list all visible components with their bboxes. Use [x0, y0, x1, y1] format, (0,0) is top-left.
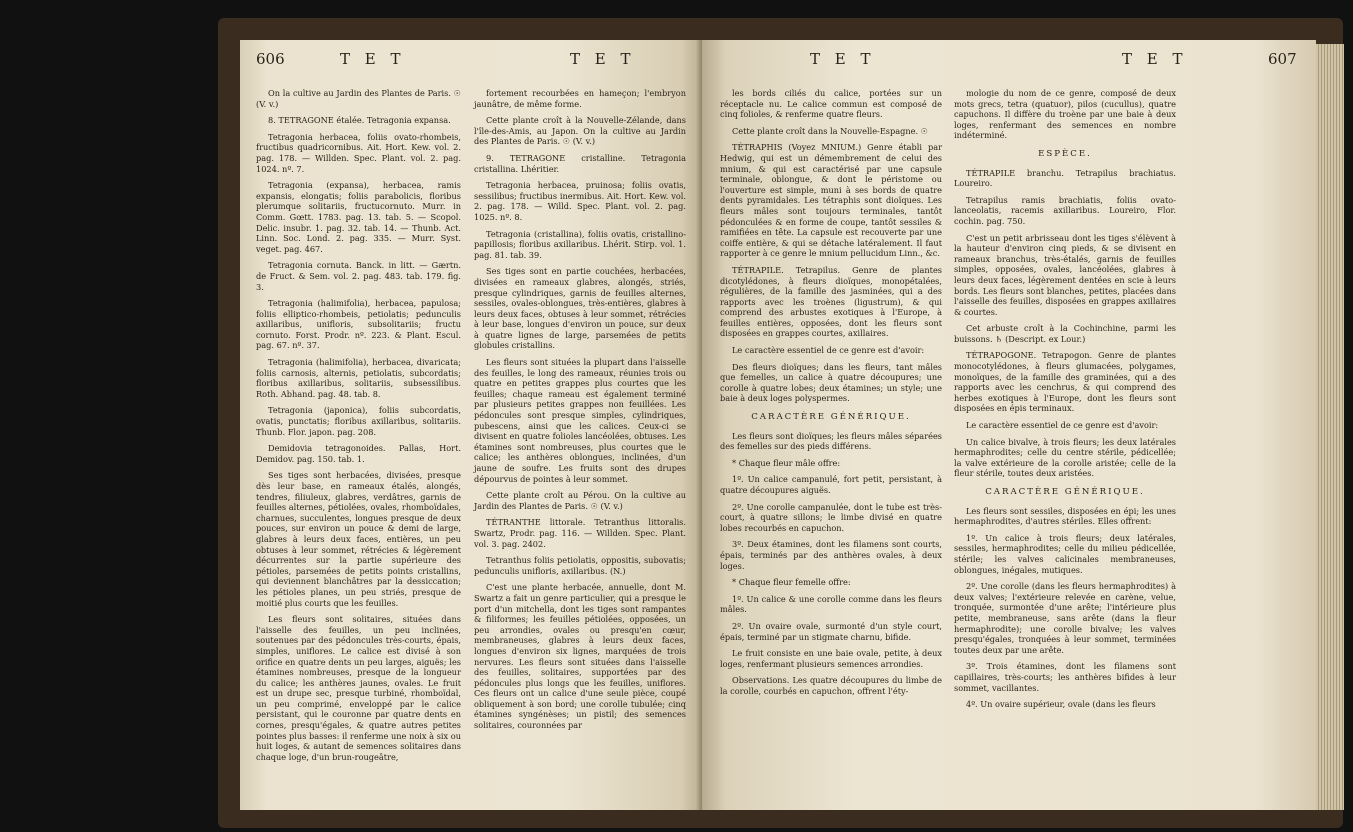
paragraph: Le fruit consiste en une baie ovale, petite, à deux loges, renfermant plusieurs semences arrondies.	[720, 648, 942, 669]
paragraph: Cette plante croît au Pérou. On la cultive au Jardin des Plantes de Paris. ☉ (V. v.)	[474, 490, 686, 511]
paragraph: Cette plante croît dans la Nouvelle-Espagne. ☉	[732, 125, 929, 136]
paragraph: 2º. Un ovaire ovale, surmonté d'un style court, épais, terminé par un stigmate charnu, bifide.	[720, 620, 942, 642]
paragraph: 9. TETRAGONE cristalline. Tetragonia cristallina. Lhéritier.	[474, 152, 686, 174]
right-page	[702, 40, 1316, 810]
paragraph: Observations. Les quatre découpures du limbe de la corolle, courbés en capuchon, offrent l'éty-	[720, 675, 942, 696]
paragraph: On la cultive au Jardin des Plantes de Paris. ☉ (V. v.)	[256, 88, 461, 109]
paragraph: 1º. Un calice & une corolle comme dans les fleurs mâles.	[720, 593, 942, 615]
paragraph: Les fleurs sont solitaires, situées dans l'aisselle des feuilles, un peu inclinées, soutenues par des pédoncules très-courts, épais, simples, uniflores. Le calice est divisé à son orifice en quatre dents un peu larges, aiguës; les étamines nombreuses, presque de la longueur du calice; les anthères jaunes, ovales. Le fruit est un drupe sec, presque turbiné, rhomboïdal, un peu comprimé, enveloppé par le calice persistant, qui le couronne par quatre dents en cornes, presqu'égales, & quatre autres petites pointes plus basses: il renferme une noix à six ou huit loges, & autant de semences solitaires dans chaque loge, d'un brun-rougeâtre,	[256, 614, 461, 762]
paragraph: 3º. Deux étamines, dont les filamens sont courts, épais, terminés par des anthères ovales, à deux loges.	[720, 539, 942, 571]
paragraph: Cette plante croît à la Nouvelle-Zélande, dans l'île-des-Amis, au Japon. On la cultive au Jardin des Plantes de Paris. ☉ (V. v.)	[474, 115, 686, 147]
paragraph: Les fleurs sont sessiles, disposées en épi; les unes hermaphrodites, d'autres stériles. Elles offrent:	[954, 505, 1176, 527]
paragraph: * Chaque fleur mâle offre:	[732, 457, 841, 468]
paragraph: 1º. Un calice campanulé, fort petit, persistant, à quatre découpures aiguës.	[720, 474, 942, 495]
paragraph: 3º. Trois étamines, dont les filamens sont capillaires, très-courts; les anthères bifides à leur sommet, vacillantes.	[954, 661, 1176, 693]
paragraph: 2º. Une corolle campanulée, dont le tube est très-court, à quatre sillons; le limbe divisé en quatre lobes recourbés en capuchon.	[720, 501, 942, 533]
paragraph: C'est une plante herbacée, annuelle, dont M. Swartz a fait un genre particulier, qui a presque le port d'un mitchella, dont les tiges sont rampantes & filiformes; les feuilles pétiolées, opposées, un peu arrondies, ovales ou presqu'en cœur, membraneuses, glabres à leurs deux faces, longues d'environ six lignes, marquées de trois nervures. Les fleurs sont situées dans l'aisselle des feuilles, solitaires, supportées par des pédoncules plus longs que les feuilles, uniflores. Ces fleurs ont un calice d'une seule pièce, coupé obliquement à son bord; une corolle tubulée; cinq étamines syngénèses; un pistil; des semences solitaires, couronnées par	[474, 582, 686, 731]
paragraph: C'est un petit arbrisseau dont les tiges s'élèvent à la hauteur d'environ cinq pieds, & se divisent en rameaux branchus, très-étalés, garnis de feuilles simples, opposées, ovales, lancéolées, glabres à leurs deux faces, légèrement dentées en scie à leurs bords. Les fleurs sont blanches, petites, placées dans l'aisselle des feuilles, disposées en grappes axillaires & courtes.	[954, 232, 1176, 317]
paragraph: 1º. Un calice à trois fleurs; deux latérales, sessiles, hermaphrodites; celle du milieu pédicellée, stérile; les valves calicinales membraneuses, oblongues, inégales, mutiques.	[954, 532, 1176, 575]
paragraph: ESPÈCE.	[1038, 148, 1092, 159]
paragraph: Tetranthus foliis petiolatis, oppositis, subovatis; pedunculis unifloris, axillaribus. (N.)	[474, 555, 686, 576]
paragraph: Tetragonia (japonica), foliis subcordatis, ovatis, punctatis; floribus axillaribus, solitariis. Thunb. Flor. japon. pag. 208.	[256, 405, 461, 437]
paragraph: TÉTRAPOGONE. Tetrapogon. Genre de plantes monocotylédones, à fleurs glumacées, polygames, monoïques, de la famille des graminées, qui a des rapports avec les cenchrus, & qui comprend des herbes exotiques à l'Europe, dont les fleurs sont disposées en épis terminaux.	[954, 350, 1176, 414]
paragraph: Ses tiges sont herbacées, divisées, presque dès leur base, en rameaux étalés, alongés, tendres, filiuleux, glabres, verdâtres, garnis de feuilles alternes, pétiolées, ovales, rhomboïdales, charnues, succulentes, longues presque de deux pouces, sur environ un pouce & demi de large, glabres à leurs deux faces, entières, un peu obtuses à leur sommet, rétrécies & légèrement décurrentes sur la partie supérieure des pétioles, parsemées de petits points cristallins, qui deviennent blanchâtres par la dessiccation; les pétioles planes, un peu striés, presque de moitié plus courts que les feuilles.	[256, 470, 461, 608]
paragraph: Tetragonia (cristallina), foliis ovatis, cristallino-papillosis; floribus axillaribus. Lhérit. Stirp. vol. 1. pag. 81. tab. 39.	[474, 228, 686, 260]
paragraph: Cet arbuste croît à la Cochinchine, parmi les buissons. ♄ (Descript. ex Lour.)	[954, 323, 1176, 344]
paragraph: Les fleurs sont situées la plupart dans l'aisselle des feuilles, le long des rameaux, réunies trois ou quatre en petites grappes plus courtes que les feuilles; chaque rameau est également terminé par plusieurs petites grappes non feuillées. Les pédoncules sont presque simples, cylindriques, pubescens, ainsi que les calices. Ceux-ci se divisent en quatre folioles lancéolées, obtuses. Les étamines sont nombreuses, plus courtes que le calice; les anthères oblongues, inclinées, d'un jaune de soufre. Les fruits sont des drupes dépourvus de pointes à leur sommet.	[474, 357, 686, 484]
paragraph: CARACTÈRE GÉNÉRIQUE.	[751, 412, 911, 423]
paragraph: Tetragonia herbacea, pruinosa; foliis ovatis, sessilibus; fructibus inermibus. Ait. Hort. Kew. vol. 2. pag. 178. — Willd. Spec. Plant. vol. 2. pag. 1025. nº. 8.	[474, 180, 686, 222]
paragraph: TÉTRAPILE branchu. Tetrapilus brachiatus. Loureiro.	[954, 167, 1176, 189]
paragraph: 4º. Un ovaire supérieur, ovale (dans les fleurs	[966, 699, 1156, 710]
paragraph: mologie du nom de ce genre, composé de deux mots grecs, tetra (quatuor), pilos (cucullus), quatre capuchons. Il diffère du troène par une baie à deux loges, renfermant des semences en nombre indéterminé.	[954, 88, 1176, 141]
paragraph: les bords ciliés du calice, portées sur un réceptacle nu. Le calice commun est composé de cinq folioles, & renferme quatre fleurs.	[720, 88, 942, 120]
left-column-1	[256, 88, 461, 768]
paragraph: CARACTÈRE GÉNÉRIQUE.	[985, 487, 1145, 497]
right-column-1	[720, 88, 942, 703]
paragraph: Tetragonia (halimifolia), herbacea, divaricata; foliis carnosis, alternis, petiolatis, subcordatis; floribus axillaribus, solitariis, subsessilibus. Roth. Abhand. pag. 48. tab. 8.	[256, 357, 461, 399]
paragraph: Le caractère essentiel de ce genre est d'avoir:	[966, 420, 1159, 431]
paragraph: Le caractère essentiel de ce genre est d'avoir:	[732, 345, 925, 356]
paragraph: Tetragonia cornuta. Banck. in litt. — Gærtn. de Fruct. & Sem. vol. 2. pag. 483. tab. 179. fig. 3.	[256, 260, 461, 292]
paragraph: Ses tiges sont en partie couchées, herbacées, divisées en rameaux glabres, alongés, striés, presque cylindriques, garnis de feuilles alternes, sessiles, ovales-oblongues, très-entières, glabres à leurs deux faces, obtuses à leur sommet, rétrécies à leur base, longues d'environ un pouce, sur deux à quatre lignes de large, parsemées de petits globules cristallins.	[474, 266, 686, 351]
paragraph: fortement recourbées en hameçon; l'embryon jaunâtre, de même forme.	[474, 88, 686, 109]
left-column-2	[474, 88, 686, 737]
right-page-number: 607	[1268, 50, 1297, 68]
paragraph: 8. TETRAGONE étalée. Tetragonia expansa.	[268, 115, 451, 126]
paragraph: Tetrapilus ramis brachiatis, foliis ovato-lanceolatis, racemis axillaribus. Loureiro, Flor. cochin. pag. 750.	[954, 194, 1176, 226]
right-running-head-2: T E T	[1122, 50, 1188, 68]
paragraph: Un calice bivalve, à trois fleurs; les deux latérales hermaphrodites; celle du centre stérile, pédicellée; la valve extérieure de la corolle aristée; celle de la fleur stérile, toutes deux aristées.	[954, 436, 1176, 479]
paragraph: Tetragonia (expansa), herbacea, ramis expansis, elongatis; foliis parabolicis, floribus plerumque solitariis, fructucornuto. Murr. in Comm. Gœtt. 1783. pag. 13. tab. 5. — Scopol. Delic. insubr. 1. pag. 32. tab. 14. — Thunb. Act. Linn. Soc. Lond. 2. pag. 335. — Murr. Syst. veget. pag. 467.	[256, 180, 461, 254]
paragraph: TÉTRANTHE littorale. Tetranthus littoralis. Swartz, Prodr. pag. 116. — Willden. Spec. Plant. vol. 3. pag. 2402.	[474, 517, 686, 549]
left-running-head-2: T E T	[570, 50, 636, 68]
paragraph: Des fleurs dioïques; dans les fleurs, tant mâles que femelles, un calice à quatre découpures; une corolle à quatre lobes; deux étamines; un style; une baie à deux loges polyspermes.	[720, 361, 942, 404]
paragraph: * Chaque fleur femelle offre:	[732, 577, 851, 588]
paragraph: 2º. Une corolle (dans les fleurs hermaphrodites) à deux valves; l'extérieure relevée en carène, velue, tronquée, surmontée d'une arête; l'intérieure plus petite, membraneuse, sans arête (dans la fleur hermaphrodite); une corolle bivalve; les valves presqu'égales, tronquées à leur sommet, terminées toutes deux par une arête.	[954, 581, 1176, 655]
paragraph: Tetragonia (halimifolia), herbacea, papulosa; foliis elliptico-rhombeis, petiolatis; pedunculis axillaribus, unifloris, subsolitariis; fructu cornuto. Forst. Prodr. nº. 223. & Plant. Escul. pag. 67. nº. 37.	[256, 298, 461, 351]
paragraph: Tetragonia herbacea, foliis ovato-rhombeis, fructibus quadricornibus. Ait. Hort. Kew. vol. 2. pag. 178. — Willden. Spec. Plant. vol. 2. pag. 1024. nº. 7.	[256, 131, 461, 174]
left-running-head-1: T E T	[340, 50, 406, 68]
paragraph: TÉTRAPHIS (Voyez MNIUM.) Genre établi par Hedwig, qui est un démembrement de celui des mnium, & qui est caractérisé par une capsule terminale, oblongue, & dont le péristome ou l'ouverture est simple, muni à ses bords de quatre dents pyramidales. Les tétraphis sont dioïques. Les fleurs mâles sont toujours terminales, tantôt pédonculées & en forme de coupe, tantôt sessiles & ramifiées en tête. La capsule est recouverte par une coiffe entière, & qui se détache latéralement. Il faut rapporter à ce genre le mnium pellucidum Linn., &c.	[720, 142, 942, 259]
paragraph: Les fleurs sont dioïques; les fleurs mâles séparées des femelles sur des pieds différens.	[720, 430, 942, 452]
page-edges	[1316, 44, 1344, 810]
paragraph: TÉTRAPILE. Tetrapilus. Genre de plantes dicotylédones, à fleurs dioïques, monopétalées, régulières, de la famille des jasminées, qui a des rapports avec les troènes (ligustrum), & qui comprend des arbustes exotiques à l'Europe, à feuilles entières, opposées, dont les fleurs sont disposées en grappes courtes, axillaires.	[720, 264, 942, 339]
right-running-head-1: T E T	[810, 50, 876, 68]
paragraph: Demidovia tetragonoides. Pallas, Hort. Demidov. pag. 150. tab. 1.	[256, 443, 461, 464]
right-column-2	[954, 88, 1176, 716]
left-page-number: 606	[256, 50, 285, 68]
left-page	[240, 40, 700, 810]
